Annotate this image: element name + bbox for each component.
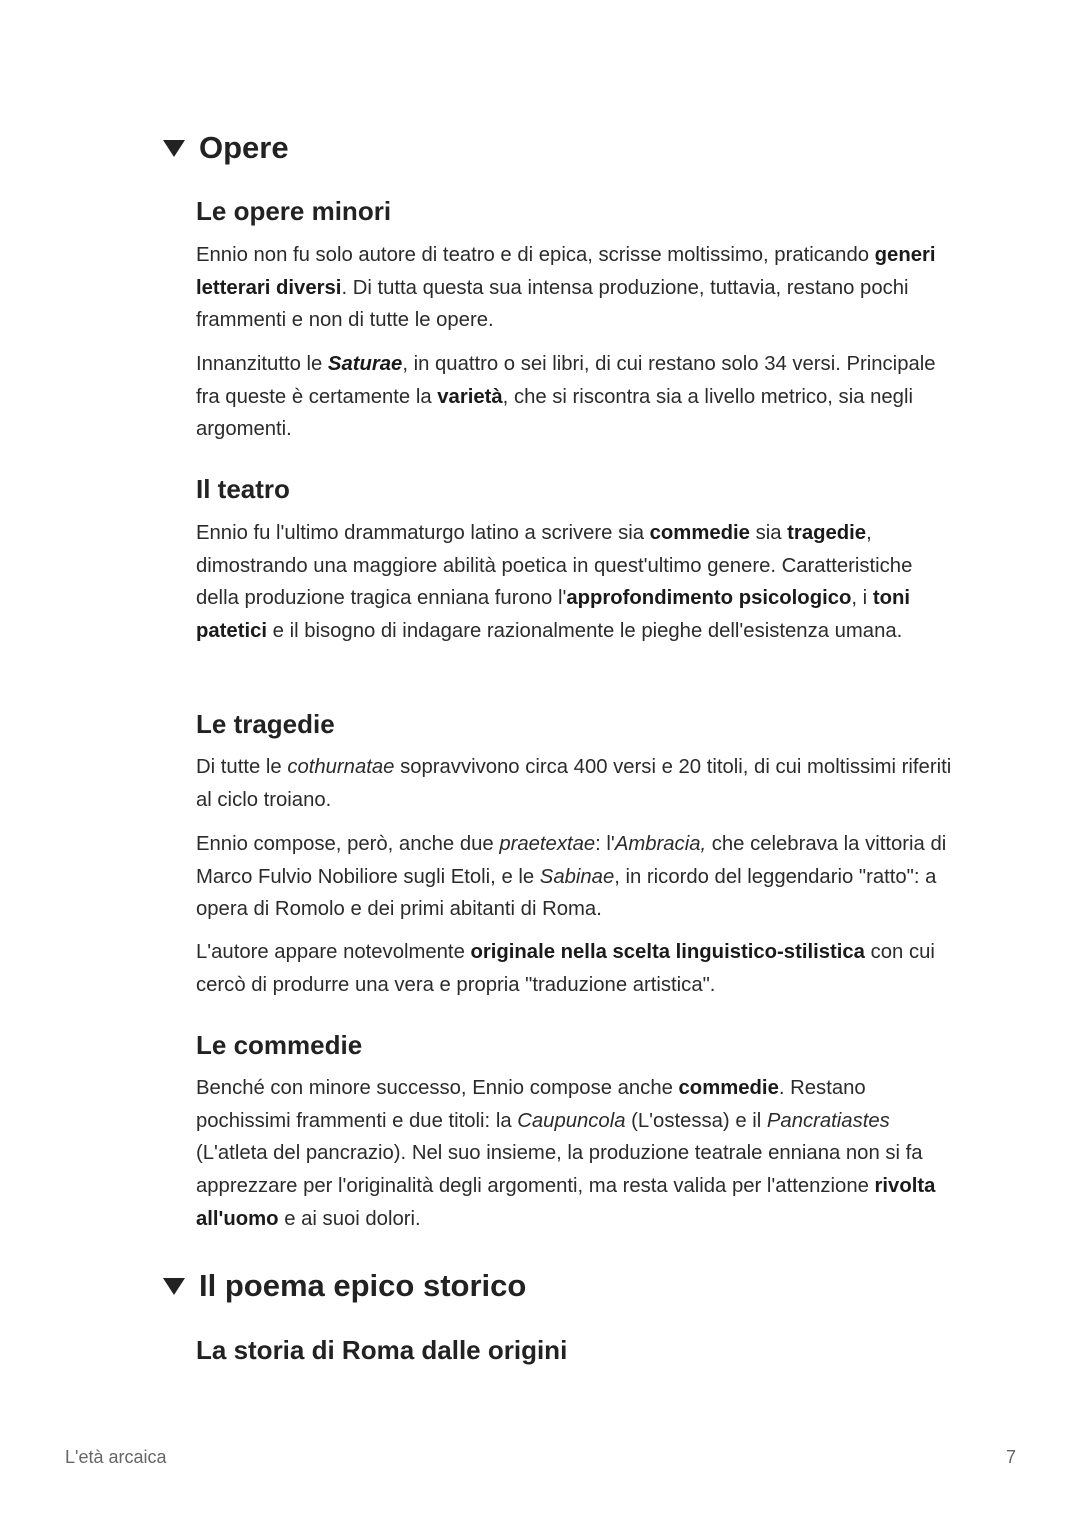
section-title-opere: Opere: [199, 130, 289, 165]
text-run: , in quattro o sei libri, di cui restano solo 34 versi. Principale fra queste è certamente la: [196, 353, 936, 408]
text-run: e ai suoi dolori.: [278, 1207, 421, 1230]
text-run: Ennio fu l'ultimo drammaturgo latino a scrivere sia: [196, 522, 650, 544]
text-run: Benché con minore successo, Ennio compose anche: [196, 1077, 679, 1099]
footer-document-title: L'età arcaica: [65, 1447, 167, 1467]
emphasis-text: praetextae: [499, 833, 596, 855]
emphasis-text: rivolta all'uomo: [196, 1175, 936, 1230]
emphasis-text: toni patetici: [196, 587, 910, 643]
emphasis-text: approfondimento psicologico: [566, 587, 852, 610]
paragraph: [196, 936, 956, 1001]
text-run: : l': [595, 833, 615, 855]
triangle-down-icon[interactable]: [163, 1278, 185, 1295]
text-run: sopravvivono circa 400 versi e 20 titoli, di cui moltissimi riferiti al ciclo troiano.: [196, 756, 952, 811]
heading-tragedie: Le tragedie: [196, 709, 335, 739]
text-run: che celebrava la vittoria di Marco Fulvio Nobiliore sugli Etoli, e le: [196, 833, 947, 888]
text-run: Ennio compose, però, anche due: [196, 833, 500, 855]
heading-teatro: Il teatro: [196, 474, 290, 504]
emphasis-text: originale nella scelta linguistico-stilistica: [470, 941, 865, 963]
emphasis-text: commedie: [678, 1077, 779, 1099]
text-run: L'autore appare notevolmente: [196, 941, 471, 963]
text-run: (L'atleta del pancrazio). Nel suo insieme, la produzione teatrale enniana non si fa apprezzare per l'originalità degli argomenti, ma resta valida per l'attenzione: [196, 1142, 923, 1198]
text-run: Innanzitutto le: [196, 353, 328, 375]
toggle-poema-epico[interactable]: [163, 1268, 526, 1304]
text-run: , i: [851, 587, 873, 610]
heading-opere-minori: Le opere minori: [196, 196, 392, 226]
emphasis-text: Caupuncola: [517, 1109, 626, 1132]
emphasis-text: Saturae: [327, 353, 403, 375]
text-run: , dimostrando una maggiore abilità poetica in quest'ultimo genere. Caratteristiche della produzione tragica enniana furono l': [196, 522, 913, 610]
triangle-down-icon[interactable]: [163, 140, 185, 157]
emphasis-text: generi letterari diversi: [196, 244, 936, 299]
heading-commedie: Le commedie: [196, 1030, 363, 1060]
emphasis-text: varietà: [437, 385, 503, 408]
text-run: Ennio non fu solo autore di teatro e di epica, scrisse moltissimo, praticando: [196, 244, 875, 266]
paragraph: [196, 1072, 956, 1236]
emphasis-text: Pancratiastes: [766, 1109, 890, 1132]
heading-storia-roma: La storia di Roma dalle origini: [196, 1335, 568, 1365]
page-number: 7: [1005, 1447, 1016, 1467]
emphasis-text: cothurnatae: [287, 756, 395, 778]
paragraph: [196, 348, 956, 446]
text-run: (L'ostessa) e il: [625, 1109, 767, 1132]
emphasis-text: commedie: [649, 522, 750, 544]
section-title-poema: Il poema epico storico: [199, 1268, 527, 1303]
text-run: con cui cercò di produrre una vera e propria "traduzione artistica".: [196, 941, 935, 996]
text-run: , che si riscontra sia a livello metrico, sia negli argomenti.: [196, 385, 913, 441]
text-run: sia: [749, 522, 788, 544]
paragraph: [196, 751, 956, 816]
paragraph: [196, 828, 956, 926]
emphasis-text: Ambracia,: [614, 833, 707, 855]
emphasis-text: tragedie: [787, 522, 867, 544]
toggle-opere[interactable]: [163, 130, 289, 166]
text-run: . Restano pochissimi frammenti e due titoli: la: [196, 1077, 866, 1132]
emphasis-text: Sabinae: [539, 865, 615, 888]
paragraph: [196, 517, 956, 648]
text-run: Di tutte le: [196, 756, 288, 778]
paragraph: [196, 239, 956, 337]
text-run: e il bisogno di indagare razionalmente le pieghe dell'esistenza umana.: [267, 620, 903, 643]
text-run: . Di tutta questa sua intensa produzione, tuttavia, restano pochi frammenti e non di tutte le opere.: [196, 276, 909, 332]
text-run: , in ricordo del leggendario "ratto": a opera di Romolo e dei primi abitanti di Roma.: [196, 865, 937, 921]
